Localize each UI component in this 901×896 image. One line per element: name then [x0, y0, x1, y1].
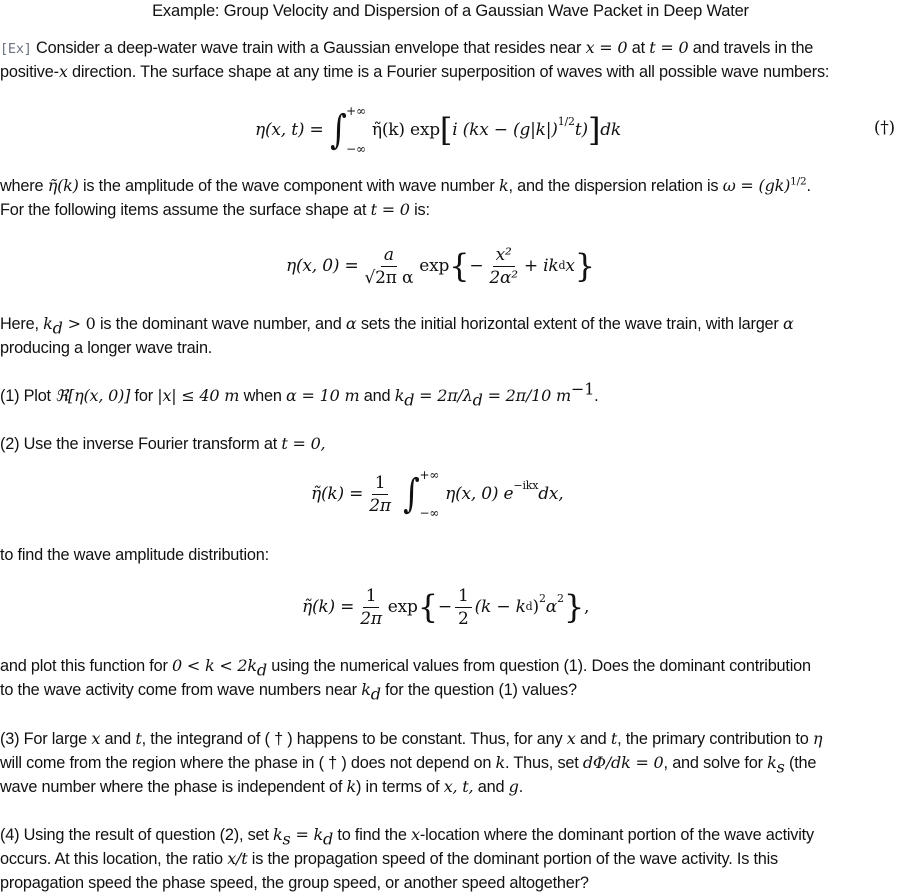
- question-3-line-2: will come from the region where the phase in ( † ) does not depend on k. Thus, set dΦ/dk = 0, and solve for $k_s$ (the: [0, 753, 817, 777]
- equation-inverse-fourier: η̃(k) = $\frac{1}{2\pi}$ ∫ +∞ −∞ η(x, 0) e $^{-ikx}$ dx,: [311, 468, 564, 520]
- question-2-line-2: to find the wave amplitude distribution:: [0, 546, 269, 564]
- question-1: (1) Plot ℜ[η(x, 0)] for |x| ≤ 40 m when α = 10 m and $k_d = 2\pi/\lambda_d = 2\pi/10$ $m^{-1}$.: [0, 379, 599, 410]
- question-4-line-2: occurs. At this location, the ratio x/t is the propagation speed of the dominant portion of the wave activity. Is this: [0, 849, 779, 868]
- question-2-line-4: to the wave activity come from wave numbers near $k_d$ for the question (1) values?: [0, 680, 577, 704]
- question-4-line-3: propagation speed the phase speed, the group speed, or another speed altogether?: [0, 874, 589, 892]
- intro-line-2: positive-x direction. The surface shape at any time is a Fourier superposition of waves with all possible wave numbers:: [0, 62, 830, 81]
- para-dispersion-line-1: where η̃(k) is the amplitude of the wave component with wave number k, and the dispersion relation is ω = (gk)$^{1/2}$.: [0, 175, 811, 195]
- equation-amplitude-distribution: η̃(k) = $\frac{1}{2\pi}$ exp { − $\frac{1}{2}$ (k − k d ) $^2$ α $^2$ } ,: [302, 585, 590, 629]
- equation-eta-xt: η(x, t) = ∫ +∞ −∞ η̃(k) exp [ i (kx − (g|k|) $^{1/2}$ t) ] dk: [255, 104, 622, 156]
- fraction: $\frac{a}{\text{√2π α}}$: [364, 244, 414, 288]
- equation-eta-x0: η(x, 0) = $\frac{a}{\text{√2π α}}$ exp { − $\frac{\text{x²}}{\text{2α²}}$ + ik d x }: [286, 244, 595, 288]
- para-definitions-line-2: producing a longer wave train.: [0, 339, 213, 357]
- page-title: Example: Group Velocity and Dispersion of a Gaussian Wave Packet in Deep Water: [152, 2, 749, 20]
- equation-label-dagger: (†): [873, 118, 895, 138]
- question-4-line-1: (4) Using the result of question (2), set $k_s = k_d$ to find the x-location where the dominant portion of the wave activity: [0, 825, 814, 849]
- example-tag: [Ex]: [0, 41, 32, 57]
- para-dispersion-line-2: For the following items assume the surface shape at t = 0 is:: [0, 200, 430, 219]
- intro-line-1: [Ex] Consider a deep-water wave train with a Gaussian envelope that resides near x = 0 at t = 0 and travels in the: [0, 38, 814, 57]
- para-definitions-line-1: Here, $k_d > 0$ is the dominant wave number, and α sets the initial horizontal extent of the wave train, with larger α: [0, 314, 794, 338]
- question-3-line-3: wave number where the phase is independent of k) in terms of x, t, and g.: [0, 777, 524, 796]
- integral-sign: ∫ +∞ −∞: [329, 104, 366, 156]
- question-3-line-1: (3) For large x and t, the integrand of ( † ) happens to be constant. Thus, for any x and t, the primary contribution to η: [0, 729, 823, 748]
- question-2-line-3: and plot this function for $0 < k < 2k_d$ using the numerical values from question (1). Does the dominant contribution: [0, 656, 811, 680]
- integral-sign: ∫ +∞ −∞: [402, 468, 440, 520]
- question-2-line-1: (2) Use the inverse Fourier transform at t = 0,: [0, 434, 326, 453]
